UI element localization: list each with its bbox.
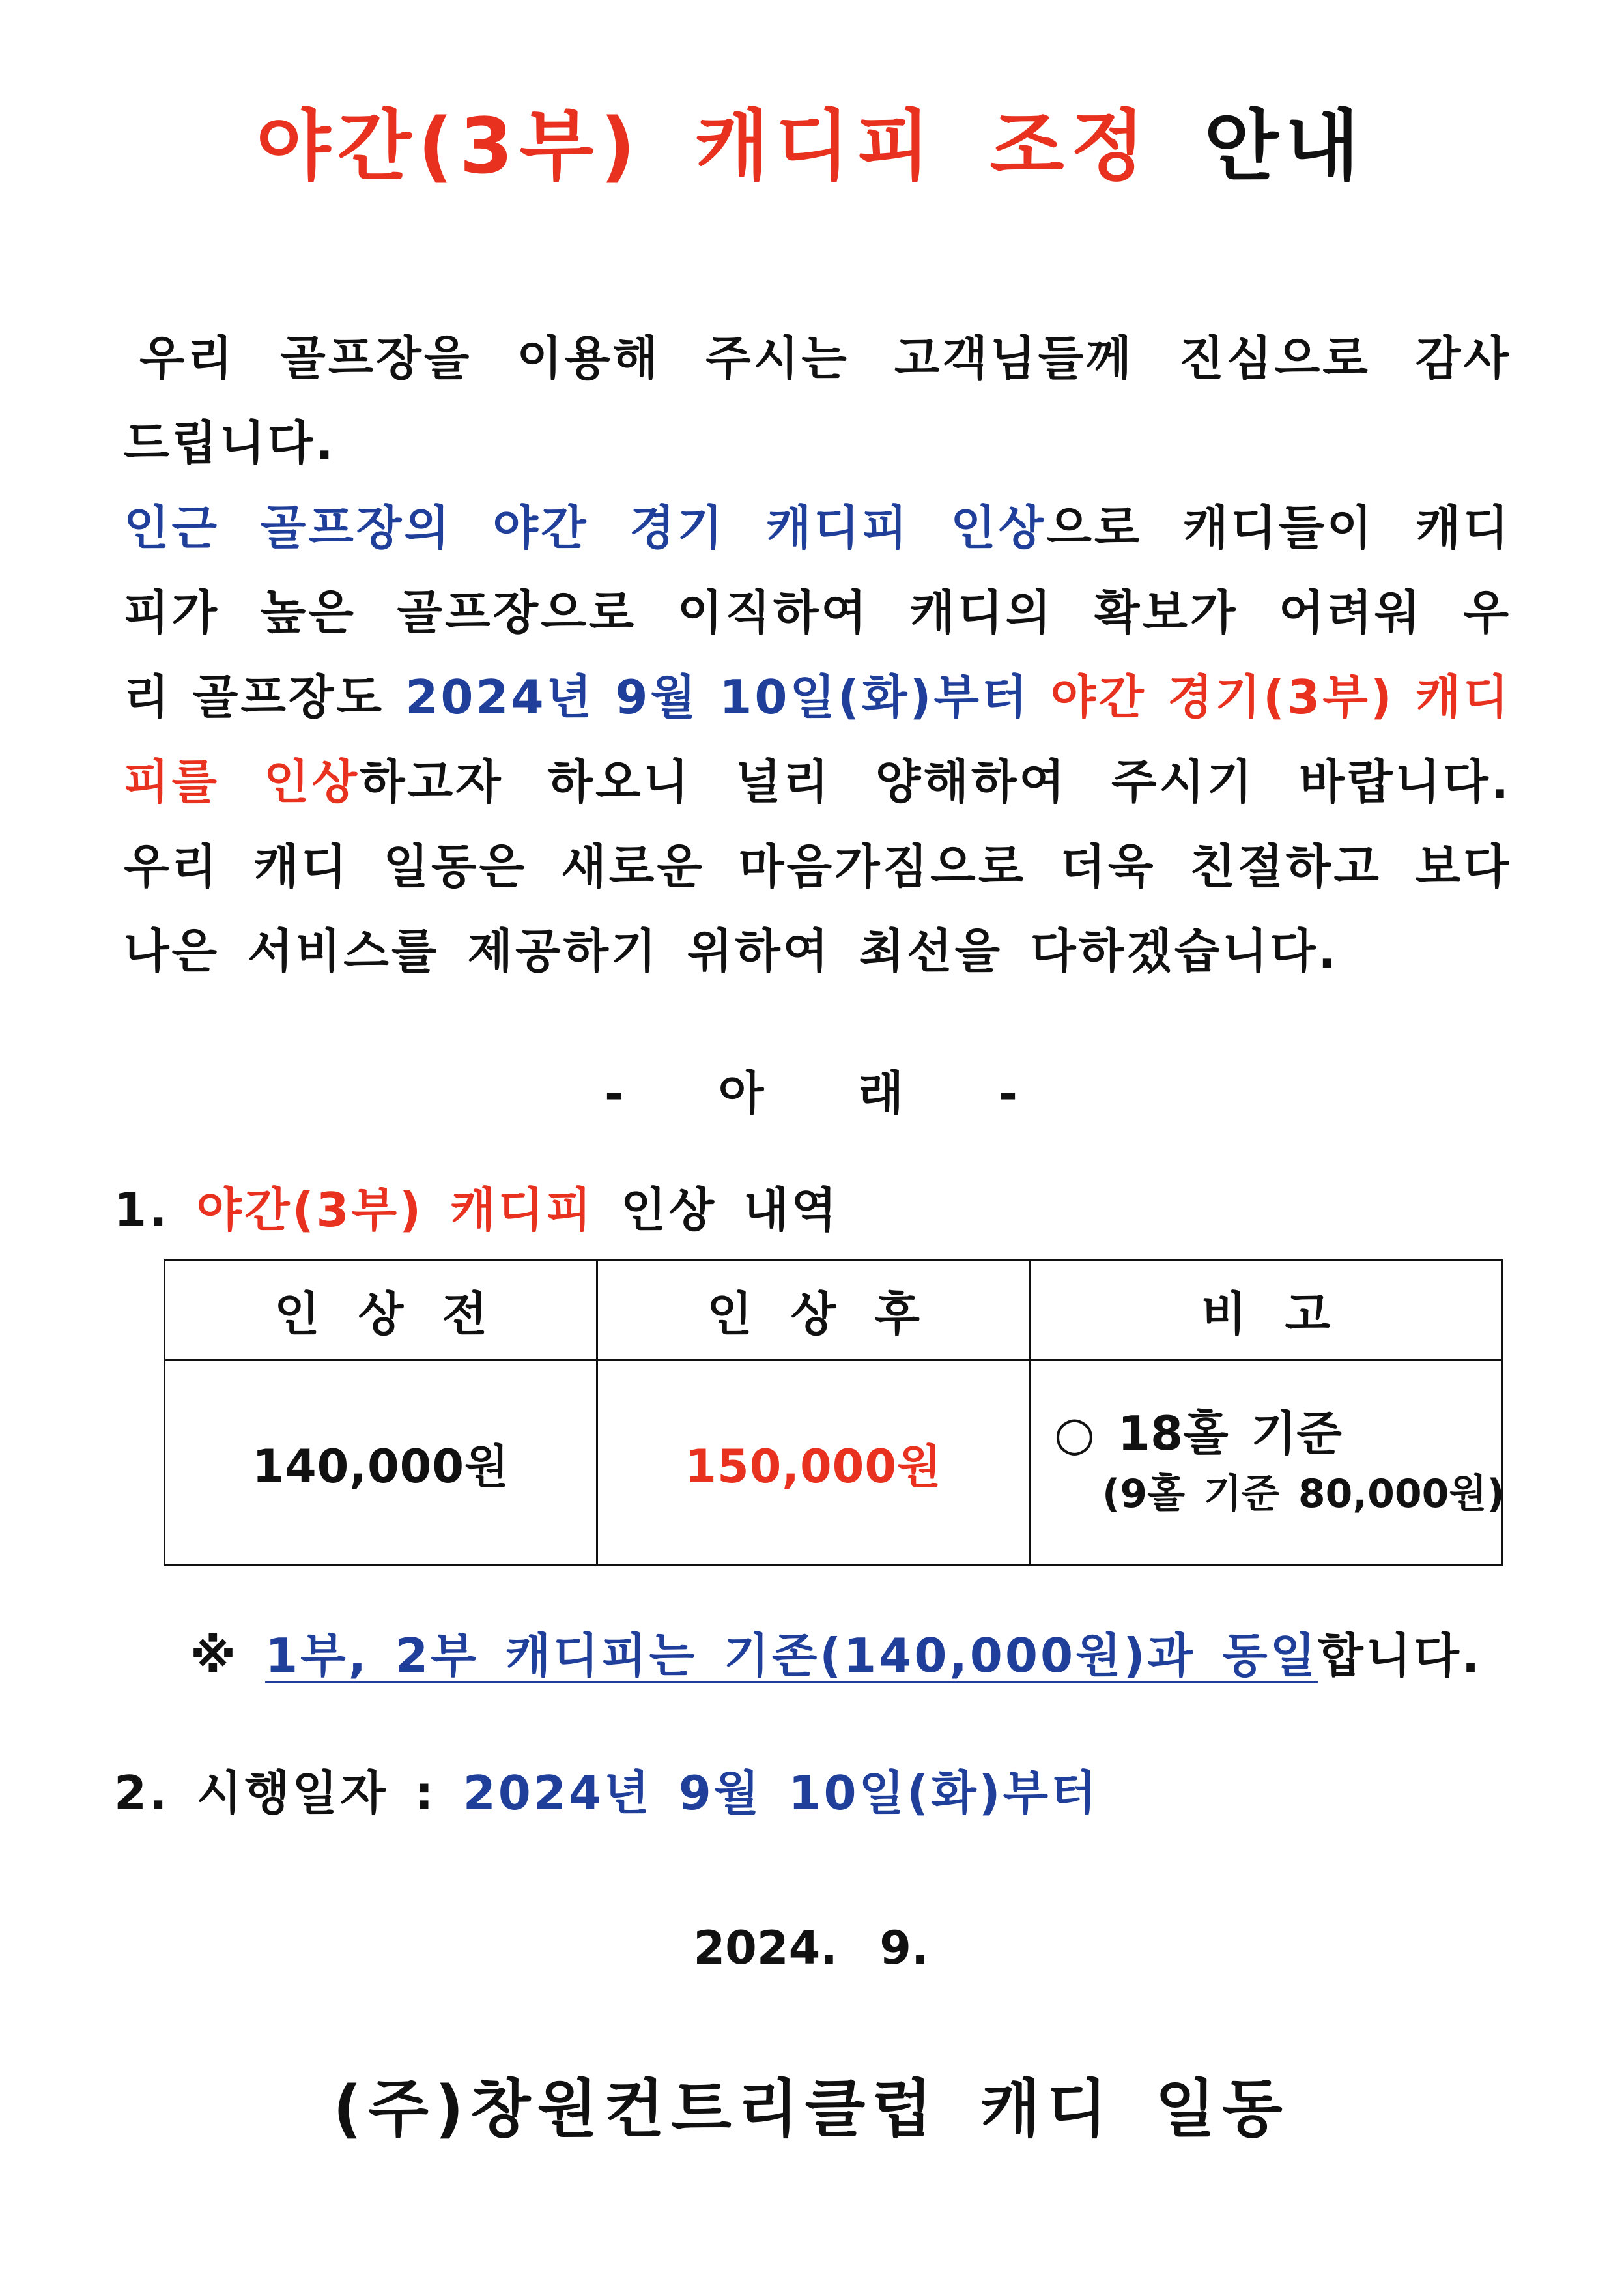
body-line-1 (124, 485, 1511, 570)
fee-after: 150,000원 (597, 1360, 1030, 1566)
table-row (165, 1360, 1502, 1566)
body-line-1-rest: 으로 캐디들이 캐디 (1046, 500, 1511, 555)
section-1-rest: 인상 내역 (620, 1183, 840, 1237)
signature: (주)창원컨트리클럽 캐디 일동 (333, 2073, 1289, 2145)
body-paragraphs (124, 316, 1511, 994)
section-2-date: 2024년 9월 10일(화)부터 (462, 1766, 1099, 1820)
remark-line-2: (9홀 기준 80,000원) (1102, 1471, 1505, 1517)
title-rest: 안내 (1204, 101, 1366, 191)
body-line-6: 나은 서비스를 제공하기 위하여 최선을 다하겠습니다. (124, 924, 1339, 979)
body-line-3-highlight: 야간 경기(3부) 캐디 (1050, 670, 1511, 725)
fee-remark (1030, 1360, 1505, 1566)
note-rest: 합니다. (1318, 1628, 1483, 1683)
section-1-highlight: 야간(3부) 캐디피 (196, 1183, 594, 1237)
body-line-5: 우리 캐디 일동은 새로운 마음가짐으로 더욱 친절하고 보다 (124, 839, 1511, 894)
intro-line-1: 우리 골프장을 이용해 주시는 고객님들께 진심으로 감사 (139, 331, 1511, 386)
body-line-4-highlight: 피를 인상 (124, 754, 360, 809)
section-1-number: 1. (114, 1183, 170, 1237)
body-line-3 (124, 655, 1511, 739)
remark-line-1: ○ 18홀 기준 (1054, 1406, 1342, 1461)
page-title (0, 97, 1622, 195)
body-line-3-date: 2024년 9월 10일(화)부터 (405, 670, 1030, 725)
issue-date: 2024. 9. (693, 1921, 929, 1975)
body-line-1-highlight: 인근 골프장의 야간 경기 캐디피 인상 (124, 500, 1047, 555)
body-line-2: 피가 높은 골프장으로 이직하여 캐디의 확보가 어려워 우 (124, 585, 1511, 640)
section-1-heading (114, 1171, 839, 1249)
section-2-label: 시행일자 : (196, 1766, 436, 1820)
header-remark: 비 고 (1030, 1261, 1502, 1360)
section-2-number: 2. (114, 1766, 170, 1820)
table-header-row (165, 1261, 1502, 1360)
fee-before: 140,000원 (165, 1360, 597, 1566)
body-line-4 (124, 739, 1511, 824)
fee-table (164, 1259, 1503, 1566)
header-after: 인 상 후 (597, 1261, 1030, 1360)
body-line-3-start: 리 골프장도 (124, 670, 384, 725)
body-line-4-rest: 하고자 하오니 널리 양해하여 주시기 바랍니다. (360, 754, 1511, 809)
section-2-heading (114, 1754, 1099, 1832)
intro-line-2: 드립니다. (124, 416, 336, 470)
header-before: 인 상 전 (165, 1261, 597, 1360)
note-symbol: ※ (190, 1628, 238, 1683)
title-highlight: 야간(3부) 캐디피 조정 (256, 101, 1152, 191)
note-underlined: 1부, 2부 캐디피는 기존(140,000원)과 동일 (265, 1628, 1318, 1683)
notice-heading: - 아 래 - (604, 1066, 1018, 1121)
note-line (190, 1616, 1482, 1695)
